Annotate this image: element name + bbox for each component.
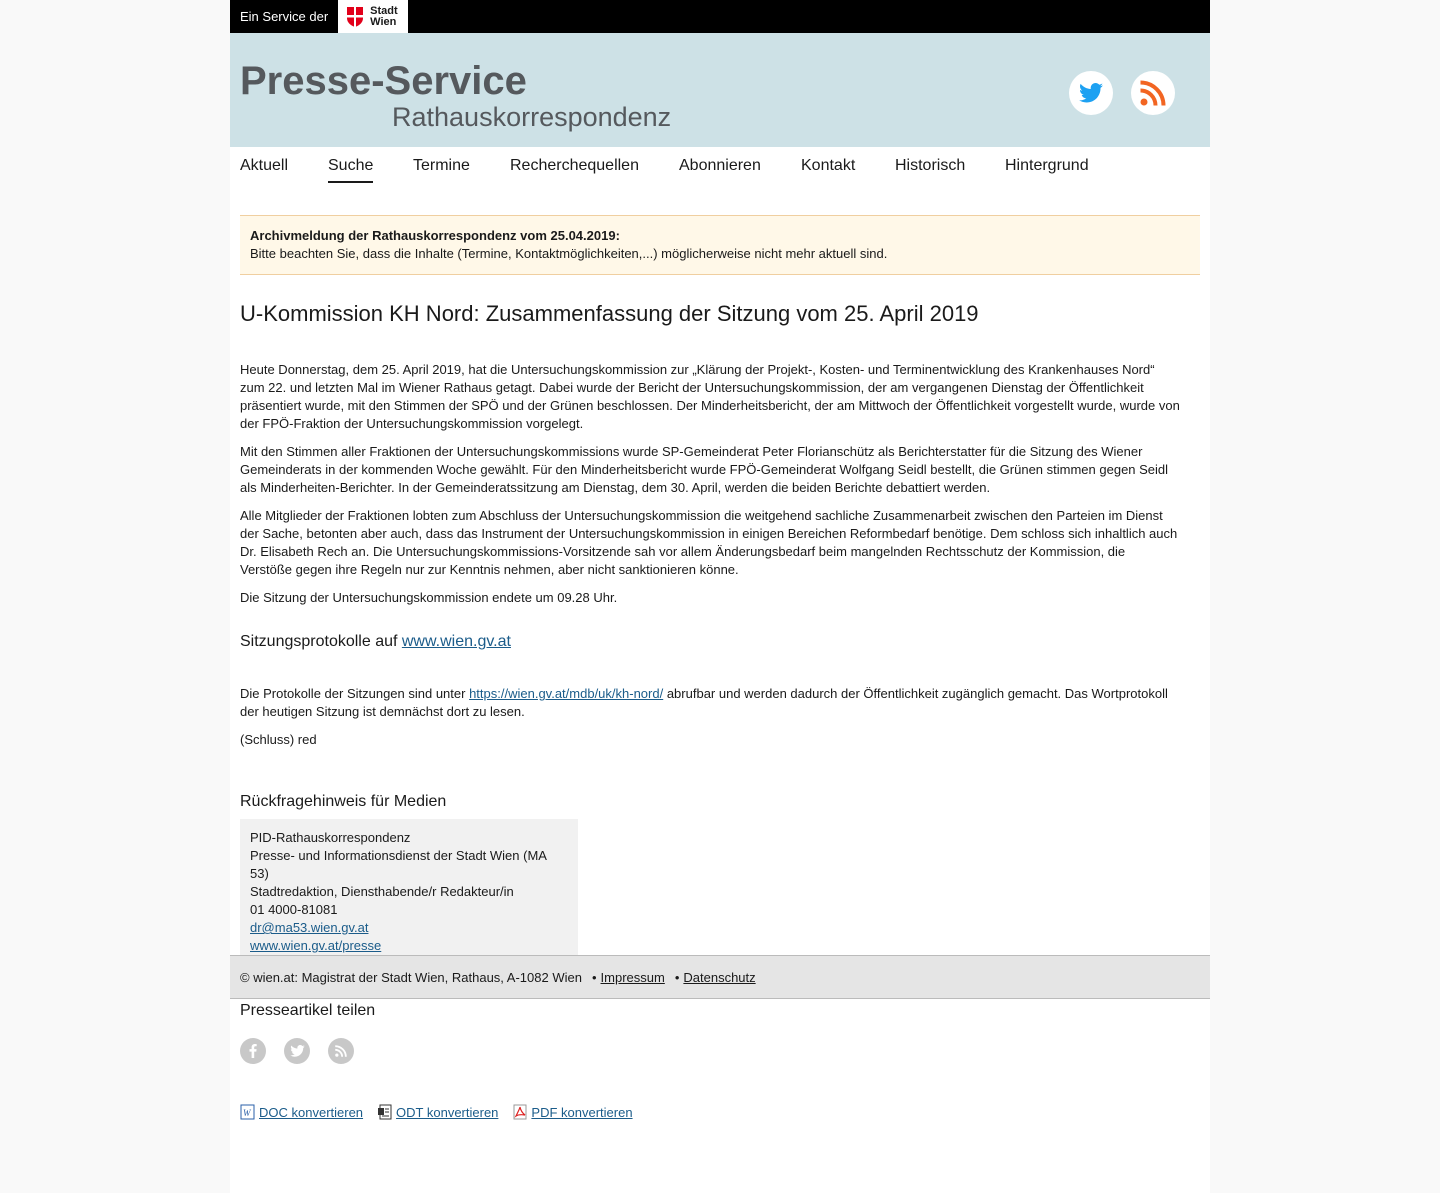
protocols-heading-link[interactable]: www.wien.gv.at [401,633,511,650]
archive-notice [240,215,1200,275]
doc-convert-link[interactable]: W DOC konvertieren [240,1104,363,1120]
article-headline: U-Kommission KH Nord: Zusammenfassung der Sitzung vom 25. April 2019 [240,301,979,326]
footer-copyright: © wien.at: Magistrat der Stadt Wien, Rathaus, A-1082 Wien [240,969,582,985]
protocols-link[interactable]: https://wien.gv.at/mdb/uk/kh-nord/ [469,686,664,701]
nav-item-kontakt[interactable]: Kontakt [801,157,856,174]
word-doc-icon [240,1104,256,1120]
contact-line: Presse- und Informationsdienst der Stadt Wien (MA 53) [250,848,547,881]
contact-line: PID-Rathauskorrespondenz [250,830,411,845]
nav-item-hintergrund[interactable]: Hintergrund [1005,157,1089,174]
notice-text: Bitte beachten Sie, dass die Inhalte (Termine, Kontaktmöglichkeiten,...) möglicherweise nicht mehr aktuell sind. [250,246,888,261]
facebook-icon [249,1044,257,1058]
protocols-heading: Sitzungsprotokolle auf www.wien.gv.at [240,633,511,650]
wien-shield-icon [347,7,363,27]
nav-item-termine[interactable]: Termine [413,157,470,174]
rss-icon [1140,80,1166,106]
article-paragraph: Mit den Stimmen aller Fraktionen der Untersuchungskommissions wurde SP-Gemeinderat Peter Florianschütz als Berichterstatter für die Sitzung des Wiener Gemeinderats in der kommenden Woche gewählt. Für den Minderheitsbericht wurde FPÖ-Gemeinderat Wolfgang Seidl bestellt, die Grünen stimmen gegen Seidl als Minderheiten-Berichter. In der Gemeinderatssitzung am Dienstag, dem 30. April, werden die beiden Berichte debattiert werden. [240,444,1169,495]
protocols-text: Die Protokolle der Sitzungen sind unter https://wien.gv.at/mdb/uk/kh-nord/ abrufbar und werden dadurch der Öffentlichkeit zugänglich gemacht. Das Wortprotokoll der heutigen Sitzung ist demnächst dort zu lesen. [240,686,1168,719]
service-label: Ein Service der [240,9,329,24]
contact-web-link[interactable]: www.wien.gv.at/presse [250,938,382,953]
top-bar [230,0,1210,33]
share-rss-button[interactable] [328,1038,354,1064]
impressum-link[interactable]: Impressum [600,969,665,985]
datenschutz-link[interactable]: Datenschutz [683,969,756,985]
pdf-icon [512,1104,528,1120]
rss-icon [335,1045,347,1057]
site-header [230,33,1210,147]
nav-item-recherchequellen[interactable]: Recherchequellen [510,157,639,174]
article-paragraph: Heute Donnerstag, dem 25. April 2019, hat die Untersuchungskommission zur „Klärung der Projekt-, Kosten- und Terminentwicklung des Krankenhauses Nord“ zum 22. und letzten Mal im Wiener Rathaus getagt. Dabei wurde der Bericht der Untersuchungskommission, der am vergangenen Dienstag der Öffentlichkeit präsentiert wurde, mit den Stimmen der SPÖ und der Grünen beschlossen. Der Minderheitsbericht, der am Mittwoch der Öffentlichkeit vorgestellt wurde, wurde von der FPÖ-Fraktion der Untersuchungskommission vorgelegt. [240,362,1180,431]
contact-heading: Rückfragehinweis für Medien [240,793,447,810]
article-paragraph: Die Sitzung der Untersuchungskommission endete um 09.28 Uhr. [240,590,618,605]
twitter-button[interactable] [1069,71,1113,115]
share-buttons [240,1038,1180,1064]
stadt-wien-text: Stadt Wien [370,4,398,28]
twitter-icon [290,1045,305,1057]
main-nav [230,147,1210,215]
stadt-wien-logo[interactable] [338,0,408,33]
contact-line: Stadtredaktion, Diensthabende/r Redakteur/in [250,884,514,899]
site-footer: © wien.at: Magistrat der Stadt Wien, Rathaus, A-1082 Wien • Impressum • Datenschutz [230,955,1210,999]
nav-item-abonnieren[interactable]: Abonnieren [679,157,761,174]
share-facebook-button[interactable] [240,1038,266,1064]
site-title: Presse-Service [240,59,527,103]
rss-button[interactable] [1131,71,1175,115]
site-subtitle: Rathauskorrespondenz [392,102,672,132]
closing-note: (Schluss) red [240,732,317,747]
share-heading: Presseartikel teilen [240,1002,376,1019]
pdf-convert-link[interactable]: PDF konvertieren [512,1104,632,1120]
convert-links [240,1104,1180,1120]
contact-box [240,819,578,966]
share-twitter-button[interactable] [284,1038,310,1064]
svg-text:W: W [243,1108,251,1118]
nav-item-aktuell[interactable]: Aktuell [240,157,289,174]
page [230,0,1210,1193]
nav-item-suche[interactable]: Suche [328,157,373,183]
odt-convert-link[interactable]: ODT konvertieren [377,1104,498,1120]
article-paragraph: Alle Mitglieder der Fraktionen lobten zum Abschluss der Untersuchungskommission die weitgehend sachliche Zusammenarbeit zwischen den Parteien im Dienst der Sache, betonten aber auch, dass das Instrument der Untersuchungskommission in einigen Bereichen Reformbedarf benötige. Dem schloss sich inhaltlich auch Dr. Elisabeth Rech an. Die Untersuchungskommissions-Vorsitzende sah vor allem Änderungsbedarf beim mangelnden Rechtsschutz der Kommission, die Verstöße gegen ihre Regeln nur zur Kenntnis nehmen, aber nicht sanktionieren könne. [240,508,1178,577]
notice-title: Archivmeldung der Rathauskorrespondenz vom 25.04.2019: [250,228,620,243]
twitter-icon [1079,83,1103,103]
contact-phone: 01 4000-81081 [250,902,338,917]
contact-email-link[interactable]: dr@ma53.wien.gv.at [250,920,369,935]
nav-item-historisch[interactable]: Historisch [895,157,966,174]
odt-doc-icon [377,1104,393,1120]
